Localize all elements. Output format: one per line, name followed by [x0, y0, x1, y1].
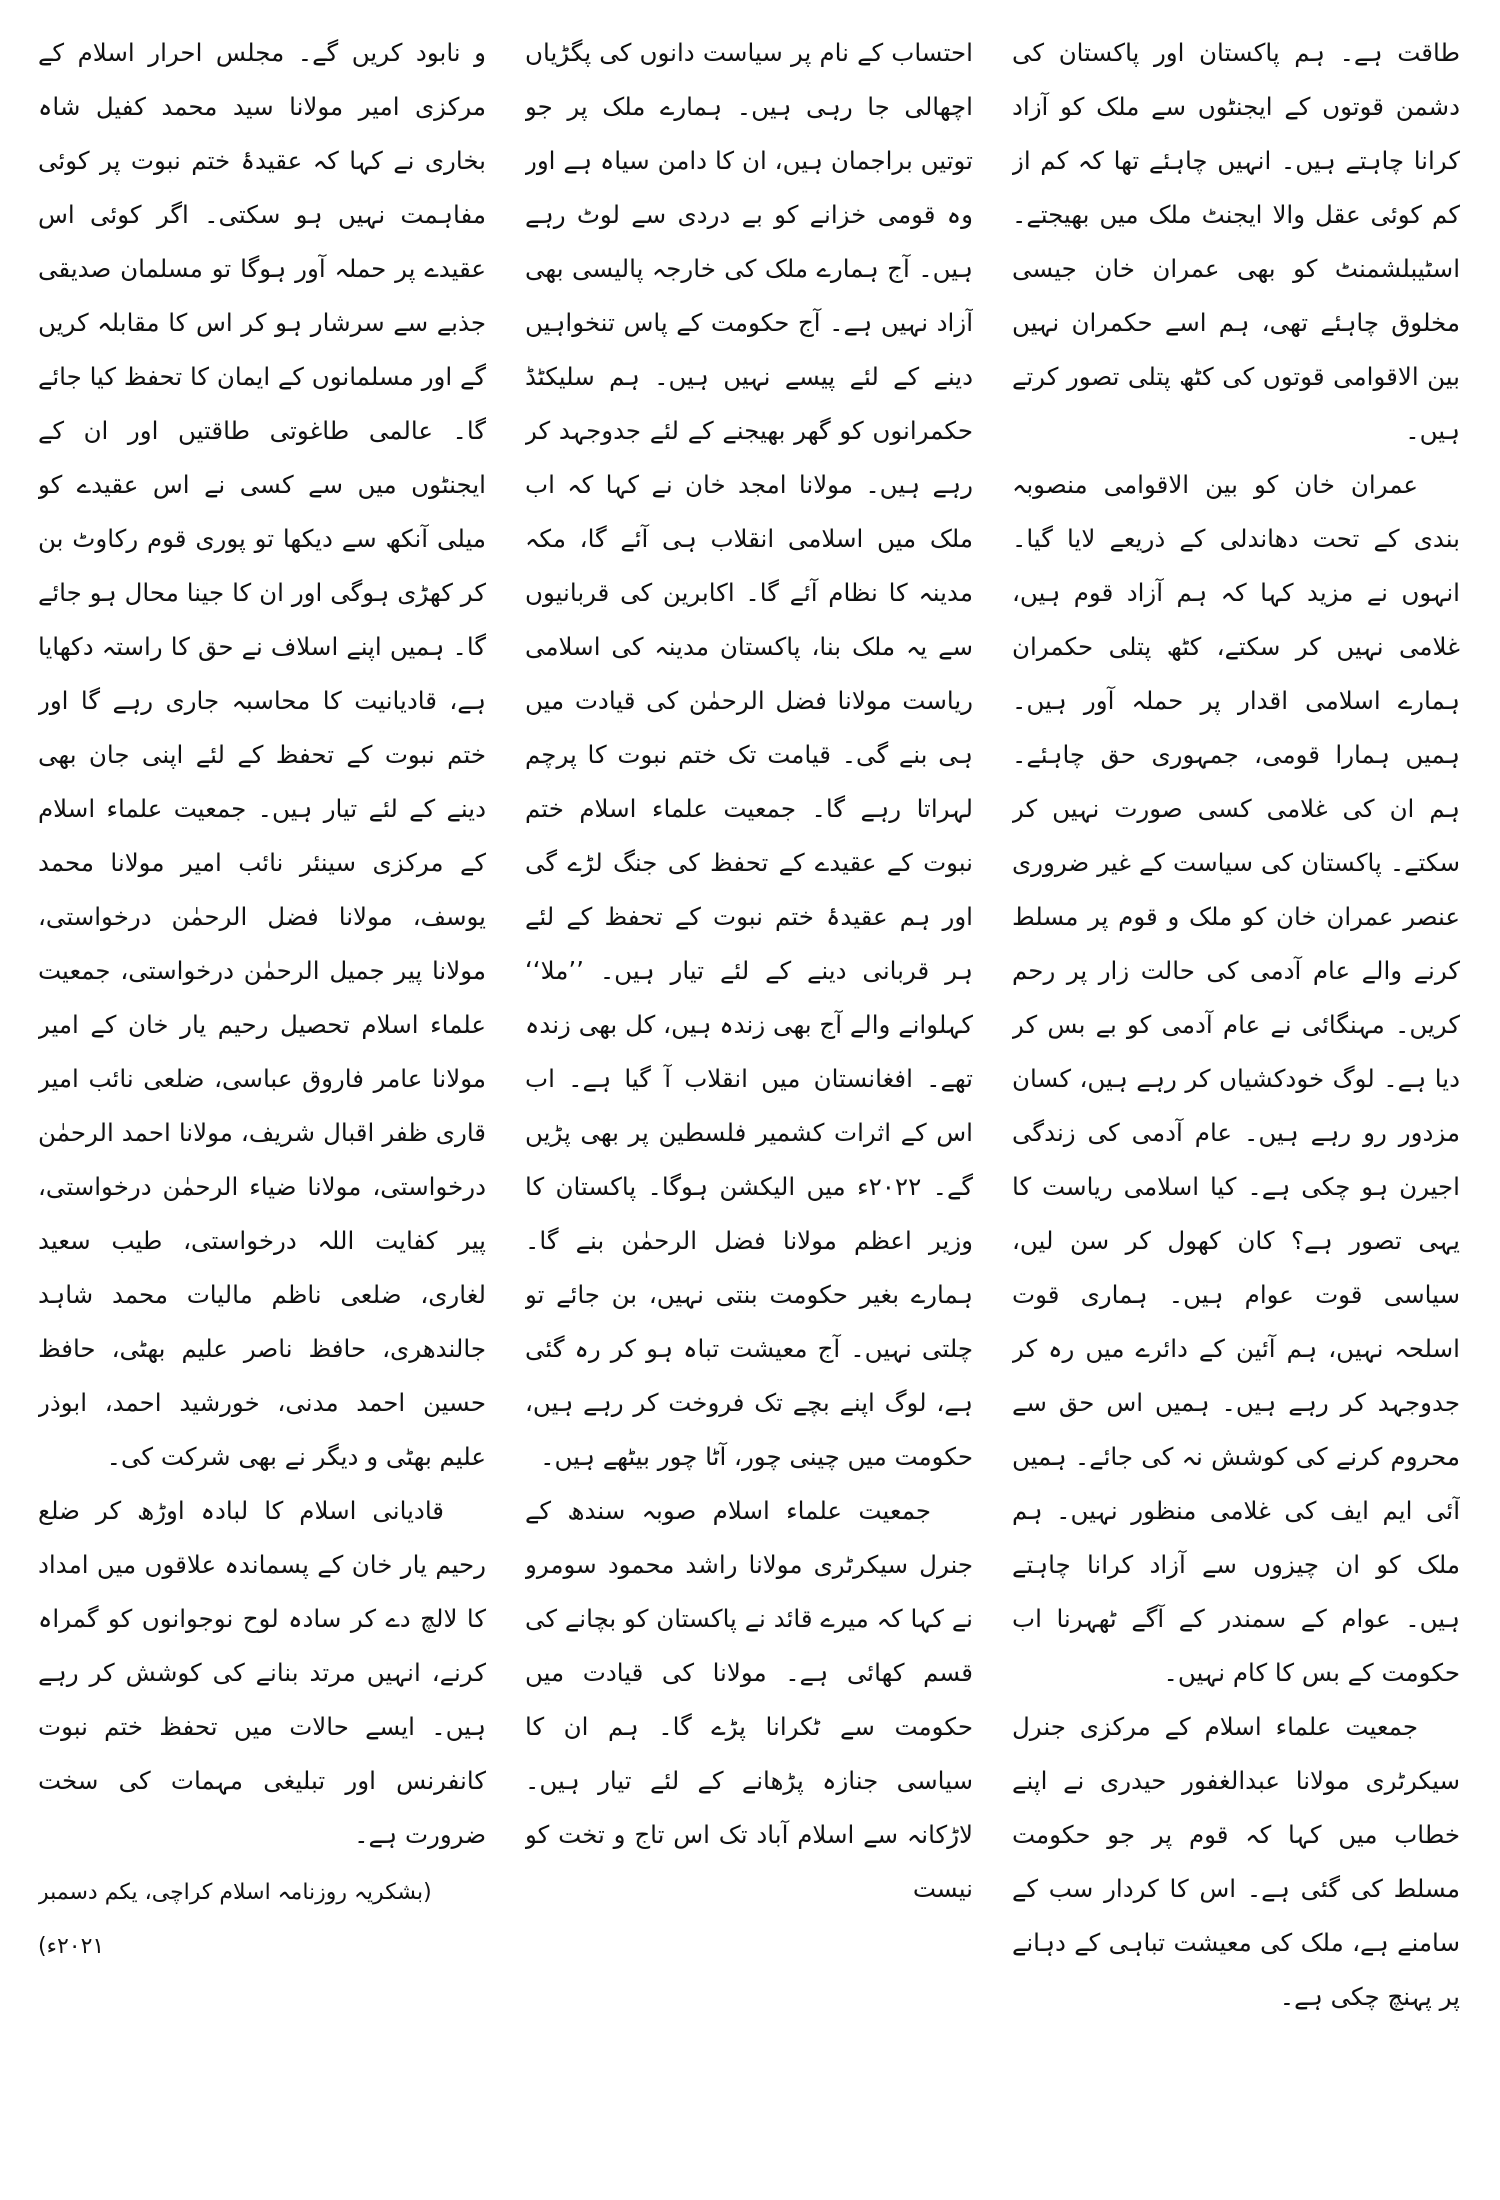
newspaper-page	[38, 26, 1460, 2182]
paragraph: جمعیت علماء اسلام کے مرکزی جنرل سیکرٹری مولانا عبدالغفور حیدری نے اپنے خطاب میں کہا کہ قوم پر جو حکومت مسلط کی گئی ہے۔ اس کا کردار سب کے سامنے ہے، ملک کی معیشت تباہی کے دہانے پر پہنچ چکی ہے۔	[1012, 1712, 1460, 2011]
column-right	[1012, 26, 1460, 2182]
paragraph: و نابود کریں گے۔ مجلس احرار اسلام کے مرکزی امیر مولانا سید محمد کفیل شاہ بخاری نے کہا کہ عقیدۂ ختم نبوت پر کوئی مفاہمت نہیں ہو سکتی۔ اگر کوئی اس عقیدے پر حملہ آور ہوگا تو مسلمان صدیقی جذبے سے سرشار ہو کر اس کا مقابلہ کریں گے اور مسلمانوں کے ایمان کا تحفظ کیا جائے گا۔ عالمی طاغوتی طاقتیں اور ان کے ایجنٹوں میں سے کسی نے اس عقیدے کو میلی آنکھ سے دیکھا تو پوری قوم رکاوٹ بن کر کھڑی ہوگی اور ان کا جینا محال ہو جائے گا۔ ہمیں اپنے اسلاف نے حق کا راستہ دکھایا ہے، قادیانیت کا محاسبہ جاری رہے گا اور ختم نبوت کے تحفظ کے لئے اپنی جان بھی دینے کے لئے تیار ہیں۔ جمعیت علماء اسلام کے مرکزی سینئر نائب امیر مولانا محمد یوسف، مولانا فضل الرحمٰن درخواستی، مولانا پیر جمیل الرحمٰن درخواستی، جمعیت علماء اسلام تحصیل رحیم یار خان کے امیر مولانا عامر فاروق عباسی، ضلعی نائب امیر قاری ظفر اقبال شریف، مولانا احمد الرحمٰن درخواستی، مولانا ضیاء الرحمٰن درخواستی، پیر کفایت اللہ درخواستی، طیب سعید لغاری، ضلعی ناظم مالیات محمد شاہد جالندھری، حافظ ناصر علیم بھٹی، حافظ حسین احمد مدنی، خورشید احمد، ابوذر علیم بھٹی و دیگر نے بھی شرکت کی۔	[38, 38, 486, 1471]
paragraph: جمعیت علماء اسلام صوبہ سندھ کے جنرل سیکرٹری مولانا راشد محمود سومرو نے کہا کہ میرے قائد نے پاکستان کو بچانے کی قسم کھائی ہے۔ مولانا کی قیادت میں حکومت سے ٹکرانا پڑے گا۔ ہم ان کا سیاسی جنازہ پڑھانے کے لئے تیار ہیں۔ لاڑکانہ سے اسلام آباد تک اس تاج و تخت کو نیست	[525, 1496, 973, 1903]
paragraph: عمران خان کو بین الاقوامی منصوبہ بندی کے تحت دھاندلی کے ذریعے لایا گیا۔ انہوں نے مزید کہا کہ ہم آزاد قوم ہیں، غلامی نہیں کر سکتے، کٹھ پتلی حکمران ہمارے اسلامی اقدار پر حملہ آور ہیں۔ ہمیں ہمارا قومی، جمہوری حق چاہئے۔ ہم ان کی غلامی کسی صورت نہیں کر سکتے۔ پاکستان کی سیاست کے غیر ضروری عنصر عمران خان کو ملک و قوم پر مسلط کرنے والے عام آدمی کی حالت زار پر رحم کریں۔ مہنگائی نے عام آدمی کو بے بس کر دیا ہے۔ لوگ خودکشیاں کر رہے ہیں، کسان مزدور رو رہے ہیں۔ عام آدمی کی زندگی اجیرن ہو چکی ہے۔ کیا اسلامی ریاست کا یہی تصور ہے؟ کان کھول کر سن لیں، سیاسی قوت عوام ہیں۔ ہماری قوت اسلحہ نہیں، ہم آئین کے دائرے میں رہ کر جدوجہد کر رہے ہیں۔ ہمیں اس حق سے محروم کرنے کی کوشش نہ کی جائے۔ ہمیں آئی ایم ایف کی غلامی منظور نہیں۔ ہم ملک کو ان چیزوں سے آزاد کرانا چاہتے ہیں۔ عوام کے سمندر کے آگے ٹھہرنا اب حکومت کے بس کا کام نہیں۔	[1012, 470, 1460, 1687]
paragraph: قادیانی اسلام کا لبادہ اوڑھ کر ضلع رحیم یار خان کے پسماندہ علاقوں میں امداد کا لالچ دے کر سادہ لوح نوجوانوں کو گمراہ کرنے، انہیں مرتد بنانے کی کوشش کر رہے ہیں۔ ایسے حالات میں تحفظ ختم نبوت کانفرنس اور تبلیغی مہمات کی سخت ضرورت ہے۔	[38, 1496, 486, 1849]
source-credit: (بشکریہ روزنامہ اسلام کراچی، یکم دسمبر ۲۰۲۱ء)	[38, 1880, 432, 1959]
paragraph: احتساب کے نام پر سیاست دانوں کی پگڑیاں اچھالی جا رہی ہیں۔ ہمارے ملک پر جو توتیں براجمان ہیں، ان کا دامن سیاہ ہے اور وہ قومی خزانے کو بے دردی سے لوٹ رہے ہیں۔ آج ہمارے ملک کی خارجہ پالیسی بھی آزاد نہیں ہے۔ آج حکومت کے پاس تنخواہیں دینے کے لئے پیسے نہیں ہیں۔ ہم سلیکٹڈ حکمرانوں کو گھر بھیجنے کے لئے جدوجہد کر رہے ہیں۔ مولانا امجد خان نے کہا کہ اب ملک میں اسلامی انقلاب ہی آئے گا، مکہ مدینہ کا نظام آئے گا۔ اکابرین کی قربانیوں سے یہ ملک بنا، پاکستان مدینہ کی اسلامی ریاست مولانا فضل الرحمٰن کی قیادت میں ہی بنے گی۔ قیامت تک ختم نبوت کا پرچم لہراتا رہے گا۔ جمعیت علماء اسلام ختم نبوت کے عقیدے کے تحفظ کی جنگ لڑے گی اور ہم عقیدۂ ختم نبوت کے تحفظ کے لئے ہر قربانی دینے کے لئے تیار ہیں۔ ’’ملا‘‘ کہلوانے والے آج بھی زندہ ہیں، کل بھی زندہ تھے۔ افغانستان میں انقلاب آ گیا ہے۔ اب اس کے اثرات کشمیر فلسطین پر بھی پڑیں گے۔ ۲۰۲۲ء میں الیکشن ہوگا۔ پاکستان کا وزیر اعظم مولانا فضل الرحمٰن بنے گا۔ ہمارے بغیر حکومت بنتی نہیں، بن جائے تو چلتی نہیں۔ آج معیشت تباہ ہو کر رہ گئی ہے، لوگ اپنے بچے تک فروخت کر رہے ہیں، حکومت میں چینی چور، آٹا چور بیٹھے ہیں۔	[525, 38, 973, 1471]
column-middle	[525, 26, 973, 2182]
column-left	[38, 26, 486, 2182]
paragraph: طاقت ہے۔ ہم پاکستان اور پاکستان کی دشمن قوتوں کے ایجنٹوں سے ملک کو آزاد کرانا چاہتے ہیں۔ انہیں چاہئے تھا کہ کم از کم کوئی عقل والا ایجنٹ ملک میں بھیجتے۔ اسٹیبلشمنٹ کو بھی عمران خان جیسی مخلوق چاہئے تھی، ہم اسے حکمران نہیں بین الاقوامی قوتوں کی کٹھ پتلی تصور کرتے ہیں۔	[1012, 38, 1460, 445]
